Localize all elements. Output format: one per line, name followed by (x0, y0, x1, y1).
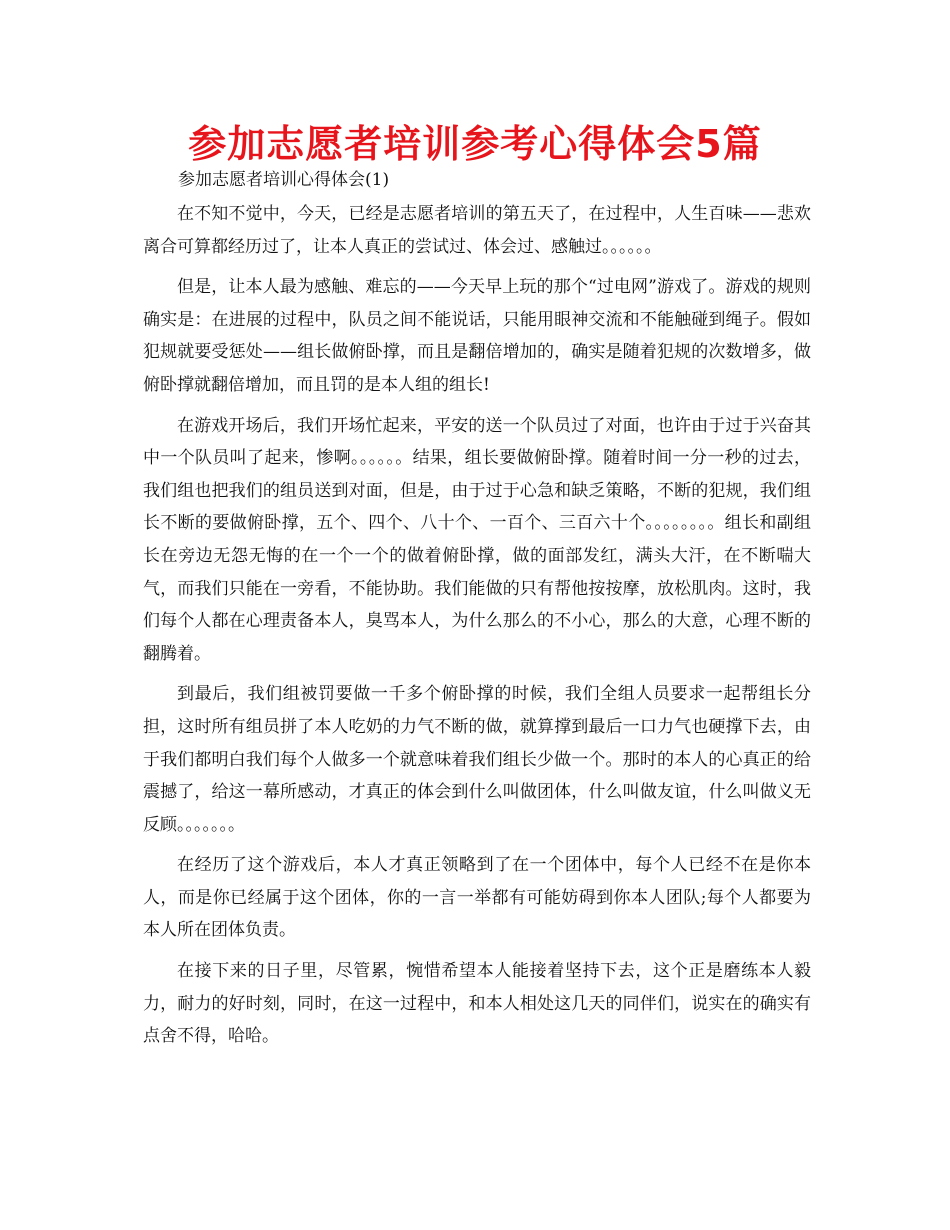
paragraph: 在接下来的日子里，尽管累，惋惜希望本人能接着坚持下去，这个正是磨练本人毅力，耐力的好时刻，同时，在这一过程中，和本人相处这几天的同伴们，说实在的确实有点舍不得，哈哈。 (143, 961, 811, 1047)
document-body (143, 198, 811, 1061)
paragraph: 在经历了这个游戏后，本人才真正领略到了在一个团体中，每个人已经不在是你本人，而是你已经属于这个团体，你的一言一举都有可能妨碍到你本人团队;每个人都要为本人所在团体负责。 (143, 855, 811, 941)
section-subtitle: 参加志愿者培训心得体会(1) (178, 170, 390, 190)
paragraph: 到最后，我们组被罚要做一千多个俯卧撑的时候，我们全组人员要求一起帮组长分担，这时所有组员拼了本人吃奶的力气不断的做，就算撑到最后一口力气也硬撑下去，由于我们都明白我们每个人做多一个就意味着我们组长少做一个。那时的本人的心真正的给震撼了，给这一幕所感动，才真正的体会到什么叫做团体，什么叫做友谊，什么叫做义无反顾。。。。。。。 (143, 684, 811, 835)
paragraph: 但是，让本人最为感触、难忘的——今天早上玩的那个“过电网”游戏了。游戏的规则确实是：在进展的过程中，队员之间不能说话，只能用眼神交流和不能触碰到绳子。假如犯规就要受惩处——组长做俯卧撑，而且是翻倍增加的，确实是随着犯规的次数增多，做俯卧撑就翻倍增加，而且罚的是本人组的组长! (143, 277, 811, 395)
document-title: 参加志愿者培训参考心得体会5篇 (188, 122, 762, 166)
paragraph: 在不知不觉中，今天，已经是志愿者培训的第五天了，在过程中，人生百味——悲欢离合可算都经历过了，让本人真正的尝试过、体会过、感触过。。。。。。 (143, 204, 811, 257)
paragraph: 在游戏开场后，我们开场忙起来，平安的送一个队员过了对面，也许由于过于兴奋其中一个队员叫了起来，惨啊。。。。。。结果，组长要做俯卧撑。随着时间一分一秒的过去，我们组也把我们的组员送到对面，但是，由于过于心急和缺乏策略，不断的犯规，我们组长不断的要做俯卧撑，五个、四个、八十个、一百个、三百六十个。。。。。。。。组长和副组长在旁边无怨无悔的在一个一个的做着俯卧撑，做的面部发红，满头大汗，在不断喘大气，而我们只能在一旁看，不能协助。我们能做的只有帮他按按摩，放松肌肉。这时，我们每个人都在心理责备本人，臭骂本人，为什么那么的不小心，那么的大意，心理不断的翻腾着。 (143, 415, 811, 664)
